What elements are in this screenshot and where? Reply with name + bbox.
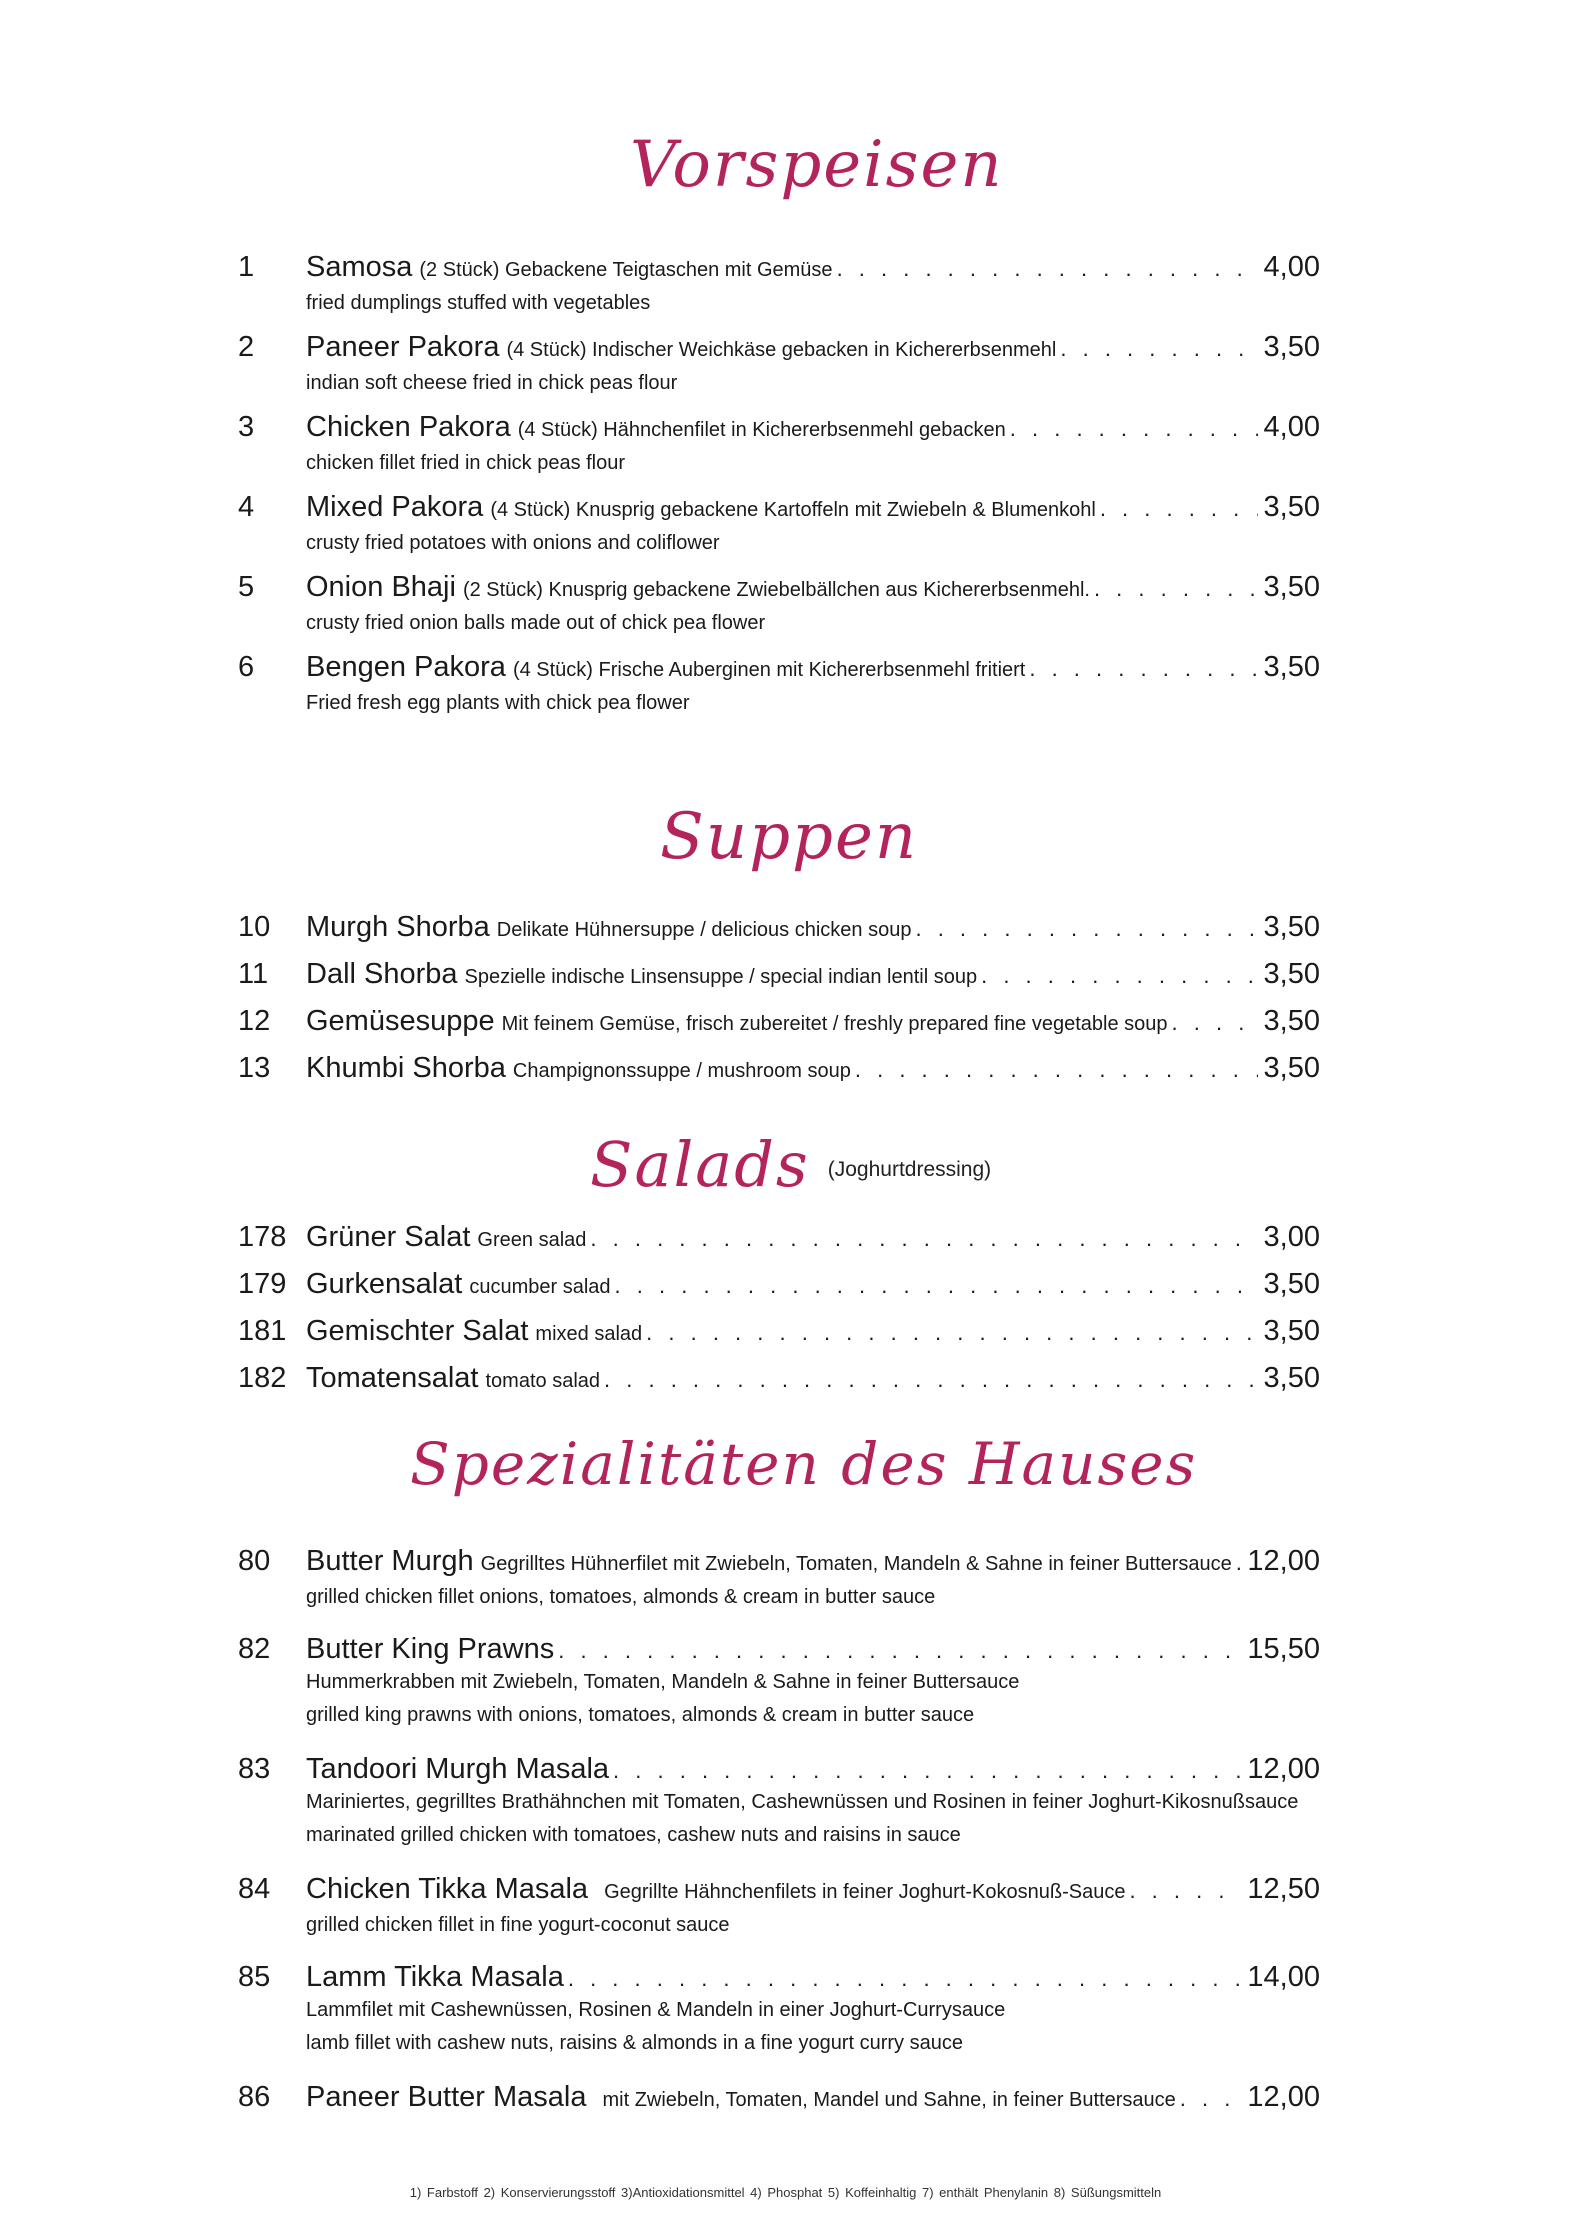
item-name: Lamm Tikka Masala [306, 1961, 564, 1993]
item-number: 3 [238, 411, 255, 443]
dot-leader [615, 1271, 1258, 1301]
item-description-de: Lammfilet mit Cashewnüssen, Rosinen & Mandeln in einer Joghurt-Currysauce [306, 1999, 1006, 2021]
menu-item [238, 650, 1320, 720]
menu-item [238, 2080, 1320, 2117]
item-price: 12,50 [1247, 1873, 1320, 1905]
menu-item [238, 570, 1320, 640]
item-description: mixed salad [535, 1323, 643, 1345]
dot-leader [1236, 1548, 1242, 1578]
item-name: Paneer Butter Masala [306, 2081, 587, 2113]
item-number: 1 [238, 251, 255, 283]
menu-item [238, 957, 1320, 994]
item-translation: grilled king prawns with onions, tomatoes, almonds & cream in butter sauce [306, 1704, 975, 1726]
item-translation: fried dumplings stuffed with vegetables [306, 292, 651, 314]
item-price: 3,50 [1263, 1005, 1320, 1037]
menu-item [238, 1872, 1320, 1942]
item-price: 3,50 [1263, 1315, 1320, 1347]
item-price: 3,50 [1263, 958, 1320, 990]
dot-leader [568, 1964, 1242, 1994]
item-description: Mit feinem Gemüse, frisch zubereitet / freshly prepared fine vegetable soup [501, 1013, 1168, 1035]
item-name: Onion Bhaji [306, 571, 456, 603]
menu-item [238, 1220, 1320, 1257]
item-price: 3,50 [1263, 651, 1320, 683]
salads-title-text: Salads [590, 1128, 810, 1201]
item-price: 3,50 [1263, 1268, 1320, 1300]
item-description: Gegrilltes Hühnerfilet mit Zwiebeln, Tomaten, Mandeln & Sahne in feiner Buttersauce [480, 1553, 1232, 1575]
item-number: 181 [238, 1315, 287, 1347]
item-price: 3,50 [1263, 331, 1320, 363]
item-description: Spezielle indische Linsensuppe / special indian lentil soup [464, 966, 978, 988]
item-name: Butter King Prawns [306, 1633, 555, 1665]
item-name: Grüner Salat [306, 1221, 471, 1253]
item-translation: indian soft cheese fried in chick peas flour [306, 372, 678, 394]
menu-item [238, 410, 1320, 480]
section-title-vorspeisen: Vorspeisen [630, 128, 1004, 202]
item-description: Champignonssuppe / mushroom soup [512, 1060, 851, 1082]
section-title-salads [590, 1128, 991, 1201]
item-price: 12,00 [1247, 1753, 1320, 1785]
item-name: Tomatensalat [306, 1362, 479, 1394]
item-name: Samosa [306, 251, 413, 283]
dot-leader [837, 254, 1258, 284]
menu-item [238, 1267, 1320, 1304]
dot-leader [1029, 654, 1257, 684]
item-number: 10 [238, 911, 271, 943]
dot-leader [646, 1318, 1257, 1348]
item-name: Gemüsesuppe [306, 1005, 495, 1037]
item-number: 84 [238, 1873, 271, 1905]
item-number: 11 [238, 958, 269, 990]
item-name: Bengen Pakora [306, 651, 506, 683]
item-price: 3,00 [1263, 1221, 1320, 1253]
item-price: 4,00 [1263, 411, 1320, 443]
section-title-suppen: Suppen [660, 800, 919, 874]
item-name: Mixed Pakora [306, 491, 484, 523]
item-number: 4 [238, 491, 255, 523]
item-name: Chicken Pakora [306, 411, 511, 443]
dot-leader [915, 914, 1257, 944]
item-number: 179 [238, 1268, 287, 1300]
dot-leader [613, 1756, 1241, 1786]
dot-leader [855, 1055, 1258, 1085]
item-name: Tandoori Murgh Masala [306, 1753, 610, 1785]
item-price: 3,50 [1263, 491, 1320, 523]
item-name: Khumbi Shorba [306, 1052, 506, 1084]
item-translation: grilled chicken fillet in fine yogurt-coconut sauce [306, 1914, 730, 1936]
item-name: Chicken Tikka Masala [306, 1873, 589, 1905]
item-price: 3,50 [1263, 571, 1320, 603]
item-description-de: Hummerkrabben mit Zwiebeln, Tomaten, Mandeln & Sahne in feiner Buttersauce [306, 1671, 1020, 1693]
item-number: 5 [238, 571, 255, 603]
dot-leader [981, 961, 1257, 991]
item-translation: Fried fresh egg plants with chick pea flower [306, 692, 690, 714]
item-price: 4,00 [1263, 251, 1320, 283]
item-number: 13 [238, 1052, 271, 1084]
item-number: 86 [238, 2081, 271, 2113]
item-price: 14,00 [1247, 1961, 1320, 1993]
item-translation: crusty fried onion balls made out of chick pea flower [306, 612, 766, 634]
menu-item [238, 1752, 1320, 1852]
menu-item [238, 330, 1320, 400]
item-translation: chicken fillet fried in chick peas flour [306, 452, 626, 474]
menu-item [238, 1361, 1320, 1398]
item-name: Gurkensalat [306, 1268, 463, 1300]
item-price: 12,00 [1247, 2081, 1320, 2113]
item-number: 82 [238, 1633, 271, 1665]
dot-leader [1180, 2084, 1242, 2114]
item-number: 80 [238, 1545, 271, 1577]
item-number: 83 [238, 1753, 271, 1785]
item-description: Green salad [477, 1229, 587, 1251]
section-title-spezialitaeten: Spezialitäten des Hauses [410, 1430, 1198, 1498]
dot-leader [1100, 494, 1258, 524]
item-price: 3,50 [1263, 1052, 1320, 1084]
item-price: 15,50 [1247, 1633, 1320, 1665]
item-description: (4 Stück) Hähnchenfilet in Kichererbsenmehl gebacken [517, 419, 1006, 441]
dot-leader [1172, 1008, 1258, 1038]
item-number: 182 [238, 1362, 287, 1394]
menu-item [238, 250, 1320, 320]
allergen-footnote: 1) Farbstoff 2) Konservierungsstoff 3)Antioxidationsmittel 4) Phosphat 5) Koffeinhaltig 7) enthält Phenylanin 8) Süßungsmitteln [409, 2185, 1162, 2200]
item-description: cucumber salad [469, 1276, 611, 1298]
dot-leader [604, 1365, 1258, 1395]
salads-dressing-note: (Joghurtdressing) [827, 1157, 992, 1181]
item-description: mit Zwiebeln, Tomaten, Mandel und Sahne, in feiner Buttersauce [602, 2089, 1176, 2111]
menu-item [238, 1544, 1320, 1614]
item-price: 3,50 [1263, 911, 1320, 943]
menu-item [238, 1960, 1320, 2060]
item-translation: lamb fillet with cashew nuts, raisins & almonds in a fine yogurt curry sauce [306, 2032, 963, 2054]
item-name: Murgh Shorba [306, 911, 490, 943]
dot-leader [1094, 574, 1258, 604]
item-name: Gemischter Salat [306, 1315, 529, 1347]
item-description: (2 Stück) Gebackene Teigtaschen mit Gemüse [419, 259, 833, 281]
item-name: Butter Murgh [306, 1545, 474, 1577]
item-number: 6 [238, 651, 255, 683]
dot-leader [558, 1636, 1241, 1666]
item-translation: marinated grilled chicken with tomatoes, cashew nuts and raisins in sauce [306, 1824, 961, 1846]
menu-item [238, 910, 1320, 947]
menu-item [238, 1314, 1320, 1351]
item-name: Paneer Pakora [306, 331, 500, 363]
item-description: (4 Stück) Knusprig gebackene Kartoffeln mit Zwiebeln & Blumenkohl [490, 499, 1096, 521]
item-translation: crusty fried potatoes with onions and coliflower [306, 532, 720, 554]
dot-leader [1129, 1876, 1241, 1906]
item-description: (2 Stück) Knusprig gebackene Zwiebelbällchen aus Kichererbsenmehl. [462, 579, 1090, 601]
item-description: Gegrillte Hähnchenfilets in feiner Joghurt-Kokosnuß-Sauce [604, 1881, 1126, 1903]
item-number: 85 [238, 1961, 271, 1993]
menu-item [238, 1051, 1320, 1088]
item-number: 2 [238, 331, 255, 363]
item-number: 12 [238, 1005, 271, 1037]
menu-item [238, 1632, 1320, 1732]
dot-leader [1010, 414, 1258, 444]
dot-leader [1060, 334, 1257, 364]
menu-item [238, 1004, 1320, 1041]
item-description: Delikate Hühnersuppe / delicious chicken soup [496, 919, 912, 941]
item-name: Dall Shorba [306, 958, 458, 990]
item-translation: grilled chicken fillet onions, tomatoes, almonds & cream in butter sauce [306, 1586, 936, 1608]
dot-leader [590, 1224, 1257, 1254]
item-description: (4 Stück) Frische Auberginen mit Kichererbsenmehl fritiert [512, 659, 1026, 681]
menu-item [238, 490, 1320, 560]
item-description: tomato salad [485, 1370, 601, 1392]
item-price: 3,50 [1263, 1362, 1320, 1394]
item-number: 178 [238, 1221, 287, 1253]
item-description-de: Mariniertes, gegrilltes Brathähnchen mit Tomaten, Cashewnüssen und Rosinen in feiner Joghurt-Kikosnußsauce [306, 1791, 1299, 1813]
item-price: 12,00 [1247, 1545, 1320, 1577]
item-description: (4 Stück) Indischer Weichkäse gebacken in Kichererbsenmehl [506, 339, 1057, 361]
